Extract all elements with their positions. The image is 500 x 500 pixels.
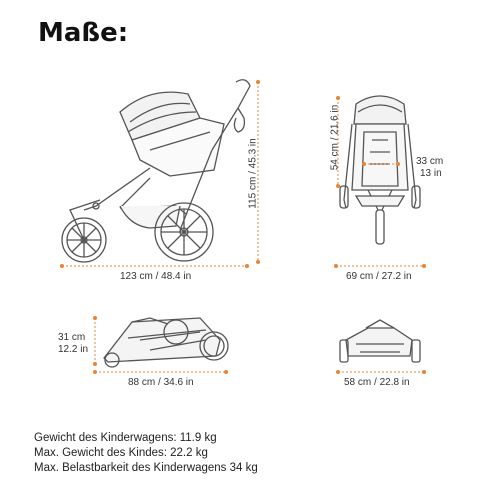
front-width-label: 69 cm / 27.2 in bbox=[346, 271, 412, 282]
folded-height-in-label: 12.2 in bbox=[58, 344, 89, 355]
stroller-side-view bbox=[62, 80, 250, 262]
stroller-folded-front-view bbox=[340, 320, 420, 362]
stroller-folded-side-view bbox=[104, 318, 228, 367]
folded-height-cm-label: 31 cm bbox=[58, 332, 86, 343]
spec-stroller-weight: Gewicht des Kinderwagens: 11.9 kg bbox=[34, 432, 217, 444]
spec-max-child-weight: Max. Gewicht des Kindes: 22.2 kg bbox=[34, 447, 208, 459]
seat-width-in-label: 13 in bbox=[420, 168, 442, 179]
spec-max-load: Max. Belastbarkeit des Kinderwagens 34 kg bbox=[34, 462, 258, 474]
folded-front-dimension-ends bbox=[336, 370, 426, 374]
front-height-label: 54 cm / 21.6 in bbox=[329, 104, 341, 171]
folded-front-width-label: 58 cm / 22.8 in bbox=[344, 377, 410, 388]
side-width-label: 123 cm / 48.4 in bbox=[120, 271, 192, 282]
folded-side-width-label: 88 cm / 34.6 in bbox=[128, 377, 194, 388]
side-height-label: 115 cm / 45.3 in bbox=[247, 138, 259, 209]
stroller-front-view bbox=[340, 96, 420, 244]
page-title: Maße: bbox=[38, 18, 129, 48]
seat-width-cm-label: 33 cm bbox=[416, 156, 444, 167]
